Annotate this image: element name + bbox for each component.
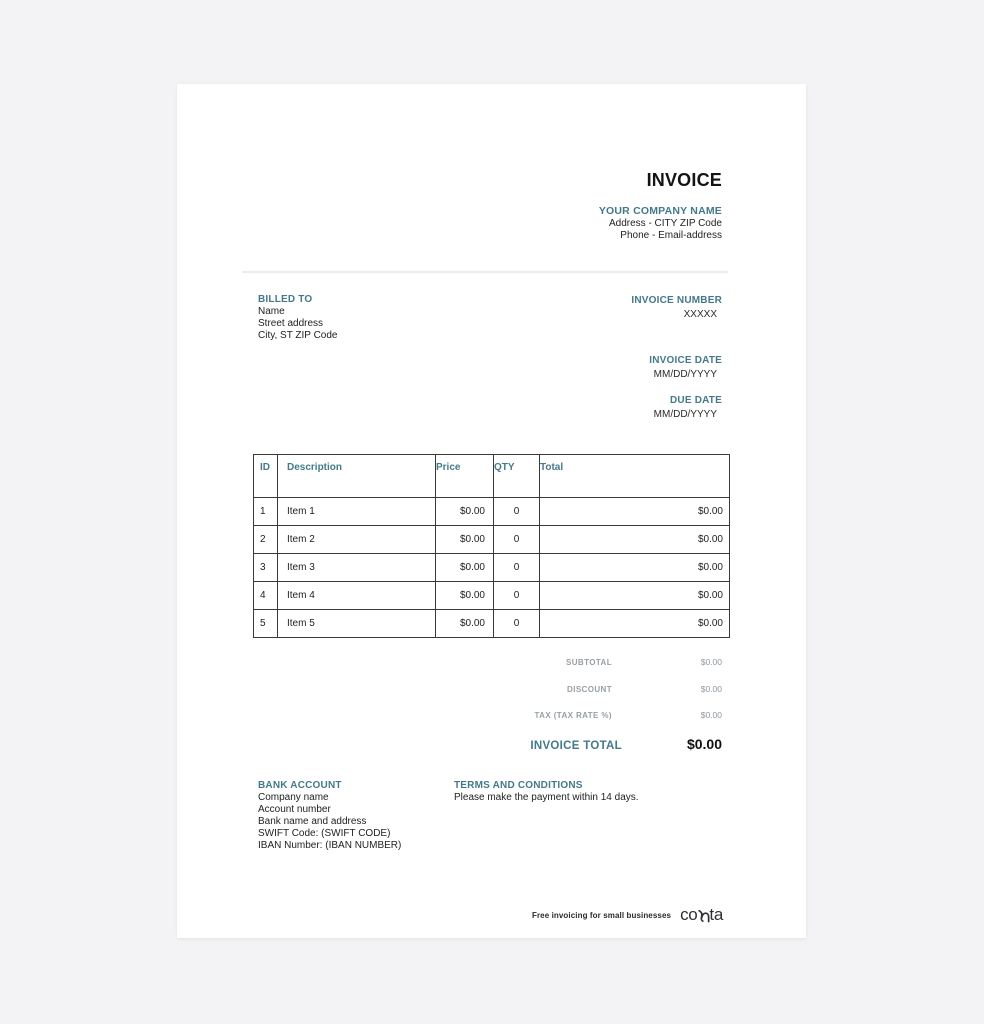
subtotal-label: SUBTOTAL [565, 658, 612, 667]
table-row [254, 610, 730, 638]
billed-to-city: City, ST ZIP Code [258, 330, 338, 341]
cell-id: 4 [254, 582, 278, 610]
company-address: Address - CITY ZIP Code [608, 218, 722, 229]
terms-text: Please make the payment within 14 days. [454, 792, 639, 803]
table-header-row [254, 455, 730, 498]
due-date-block [654, 394, 722, 422]
table-row [254, 498, 730, 526]
tax-value: $0.00 [700, 710, 722, 720]
cell-total: $0.00 [540, 554, 730, 582]
cell-total: $0.00 [540, 610, 730, 638]
cell-description: Item 2 [278, 526, 436, 554]
due-date-value: MM/DD/YYYY [653, 409, 717, 420]
bank-company-name: Company name [258, 792, 329, 803]
cell-id: 1 [254, 498, 278, 526]
cell-price: $0.00 [436, 554, 494, 582]
billed-to-label: BILLED TO [258, 294, 313, 305]
table-row [254, 554, 730, 582]
header-divider [242, 271, 728, 273]
bank-swift-code: SWIFT Code: (SWIFT CODE) [258, 828, 391, 839]
cell-price: $0.00 [436, 526, 494, 554]
logo-text-suffix: ta [709, 905, 723, 924]
cell-id: 5 [254, 610, 278, 638]
cell-total: $0.00 [540, 498, 730, 526]
discount-value: $0.00 [700, 684, 722, 694]
cell-price: $0.00 [436, 610, 494, 638]
table-row [254, 526, 730, 554]
cell-id: 3 [254, 554, 278, 582]
invoice-total-value: $0.00 [686, 736, 722, 752]
cell-price: $0.00 [436, 582, 494, 610]
tax-row [253, 710, 722, 720]
invoice-number-label: INVOICE NUMBER [631, 295, 722, 306]
cell-qty: 0 [494, 582, 540, 610]
cell-id: 2 [254, 526, 278, 554]
bank-account-number: Account number [258, 804, 331, 815]
conta-logo [680, 905, 723, 925]
table-row [254, 582, 730, 610]
footer [532, 902, 723, 928]
discount-row [253, 684, 722, 694]
tax-label: TAX (TAX RATE %) [534, 711, 612, 720]
cell-description: Item 5 [278, 610, 436, 638]
subtotal-value: $0.00 [700, 657, 722, 667]
discount-label: DISCOUNT [567, 685, 612, 694]
line-items-table [253, 454, 730, 638]
terms-section [454, 780, 639, 804]
header-total: Total [540, 455, 730, 498]
page-title: INVOICE [646, 170, 722, 190]
header-qty: QTY [494, 455, 540, 498]
invoice-number-block [631, 294, 722, 322]
company-info [599, 204, 722, 242]
subtotal-row [253, 657, 722, 667]
invoice-total-row [253, 736, 722, 752]
cell-qty: 0 [494, 610, 540, 638]
billed-to-section [258, 294, 337, 342]
header-description: Description [278, 455, 436, 498]
bank-name-address: Bank name and address [258, 816, 367, 827]
invoice-page [177, 84, 806, 938]
bank-iban-number: IBAN Number: (IBAN NUMBER) [258, 840, 402, 851]
invoice-number-value: XXXXX [683, 309, 717, 320]
logo-text-prefix: co [680, 905, 698, 924]
footer-tagline: Free invoicing for small businesses [531, 910, 672, 920]
invoice-date-block [649, 354, 722, 382]
header-id: ID [254, 455, 278, 498]
cell-total: $0.00 [540, 582, 730, 610]
invoice-date-value: MM/DD/YYYY [653, 369, 717, 380]
logo-spiral-n-icon [697, 908, 710, 924]
cell-price: $0.00 [436, 498, 494, 526]
cell-total: $0.00 [540, 526, 730, 554]
invoice-total-label: INVOICE TOTAL [530, 740, 622, 752]
billed-to-street: Street address [258, 318, 324, 329]
cell-qty: 0 [494, 498, 540, 526]
cell-description: Item 1 [278, 498, 436, 526]
invoice-date-label: INVOICE DATE [649, 355, 722, 366]
due-date-label: DUE DATE [670, 395, 722, 406]
cell-description: Item 4 [278, 582, 436, 610]
bank-account-label: BANK ACCOUNT [258, 780, 342, 791]
bank-account-section [258, 780, 401, 852]
cell-qty: 0 [494, 526, 540, 554]
terms-label: TERMS AND CONDITIONS [454, 780, 583, 791]
company-contact: Phone - Email-address [620, 230, 722, 242]
cell-description: Item 3 [278, 554, 436, 582]
cell-qty: 0 [494, 554, 540, 582]
header-price: Price [436, 455, 494, 498]
billed-to-name: Name [258, 306, 285, 317]
company-name: YOUR COMPANY NAME [598, 205, 722, 217]
